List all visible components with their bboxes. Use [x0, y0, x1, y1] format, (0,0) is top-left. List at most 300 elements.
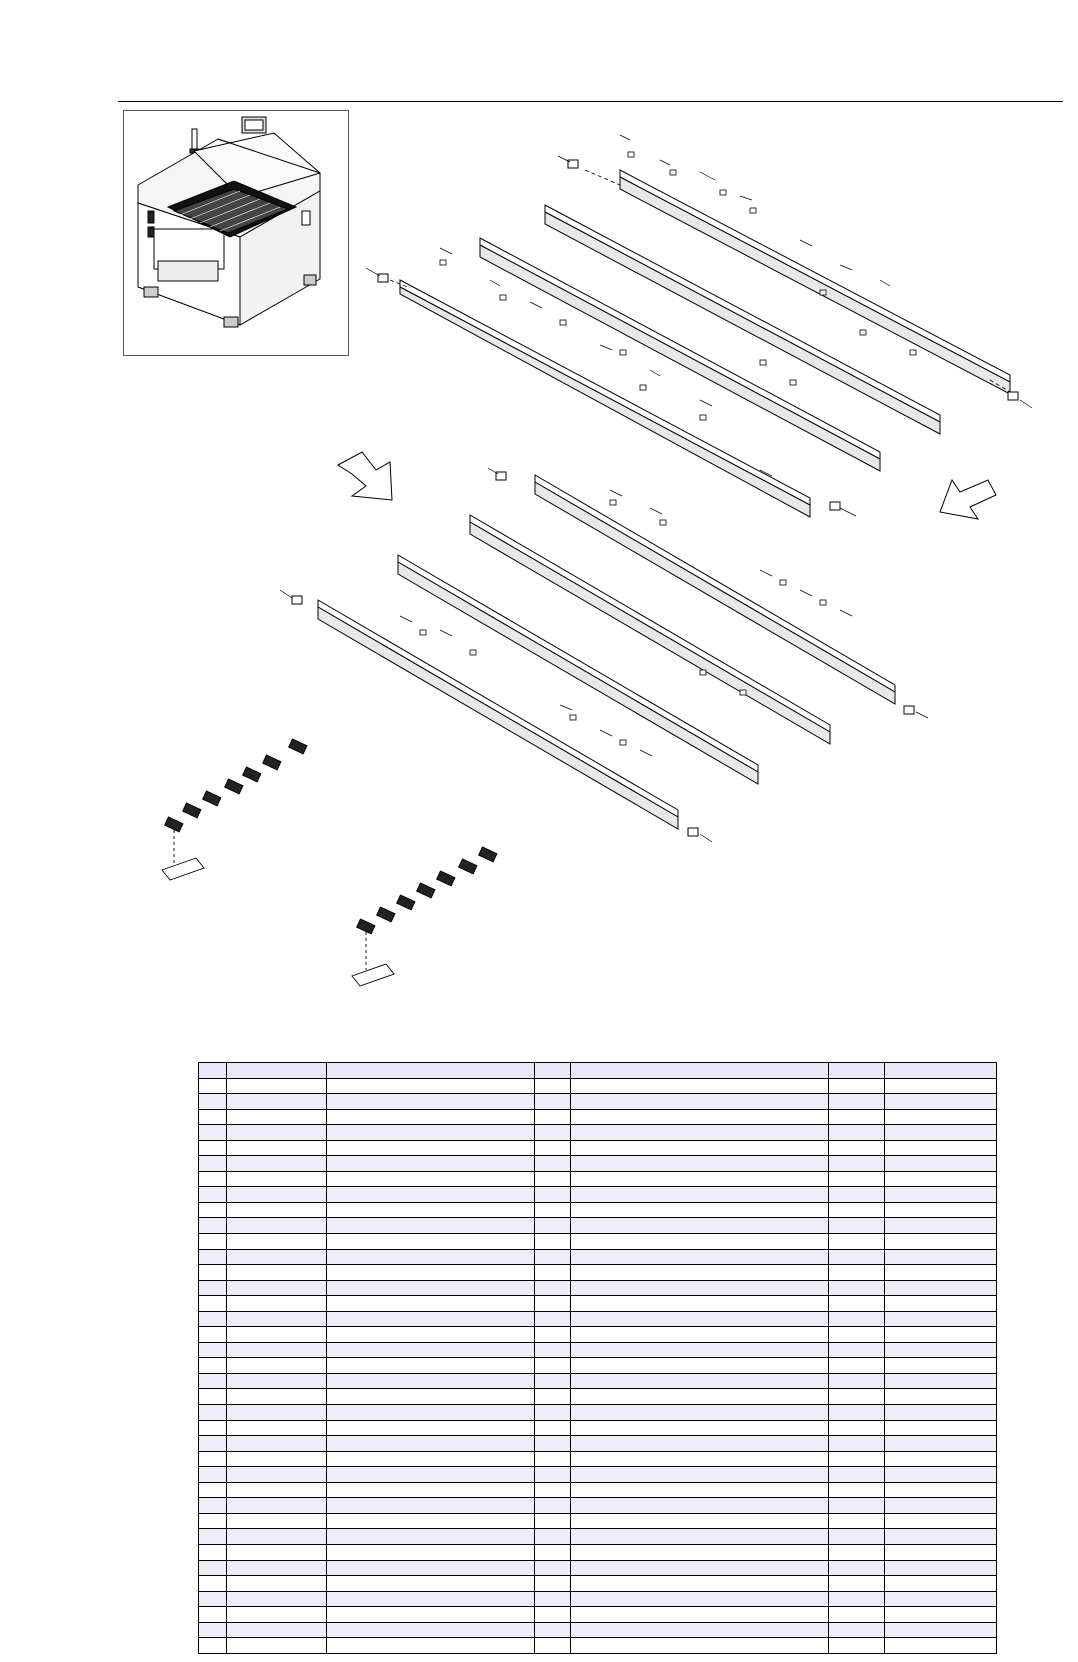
- table-cell: [829, 1342, 885, 1358]
- table-cell: [199, 1311, 227, 1327]
- table-cell: [227, 1591, 327, 1607]
- table-cell: [535, 1560, 571, 1576]
- table-cell: [829, 1482, 885, 1498]
- table-cell: [885, 1467, 997, 1483]
- table-cell: [571, 1171, 829, 1187]
- table-cell: [327, 1202, 535, 1218]
- table-row: [199, 1373, 997, 1389]
- table-cell: [199, 1078, 227, 1094]
- table-cell: [829, 1436, 885, 1452]
- table-cell: [199, 1560, 227, 1576]
- table-cell: [535, 1078, 571, 1094]
- table-cell: [571, 1156, 829, 1172]
- table-cell: [227, 1482, 327, 1498]
- table-cell: [227, 1249, 327, 1265]
- table-cell: [227, 1544, 327, 1560]
- table-row: [199, 1405, 997, 1421]
- table-cell: [199, 1140, 227, 1156]
- table-cell: [227, 1342, 327, 1358]
- table-cell: [199, 1249, 227, 1265]
- table-cell: [327, 1342, 535, 1358]
- lower-rail-group: [280, 468, 928, 842]
- table-cell: [535, 1389, 571, 1405]
- table-cell: [829, 1607, 885, 1623]
- table-cell: [199, 1389, 227, 1405]
- table-cell: [535, 1234, 571, 1250]
- table-cell: [829, 1373, 885, 1389]
- table-cell: [885, 1342, 997, 1358]
- table-cell: [535, 1171, 571, 1187]
- table-cell: [571, 1420, 829, 1436]
- table-row: [199, 1467, 997, 1483]
- table-cell: [227, 1436, 327, 1452]
- table-cell: [199, 1094, 227, 1110]
- table-cell: [535, 1094, 571, 1110]
- left-direction-arrow: [338, 452, 392, 500]
- table-row: [199, 1249, 997, 1265]
- table-cell: [829, 1140, 885, 1156]
- table-cell: [885, 1451, 997, 1467]
- table-row: [199, 1420, 997, 1436]
- table-cell: [885, 1125, 997, 1141]
- table-cell: [327, 1358, 535, 1374]
- table-cell: [327, 1249, 535, 1265]
- table-cell: [535, 1607, 571, 1623]
- table-cell: [227, 1420, 327, 1436]
- table-cell: [571, 1373, 829, 1389]
- table-cell: [227, 1498, 327, 1514]
- table-cell: [535, 1498, 571, 1514]
- table-cell: [199, 1218, 227, 1234]
- table-cell: [829, 1125, 885, 1141]
- table-cell: [885, 1063, 997, 1079]
- table-cell: [571, 1358, 829, 1374]
- table-cell: [571, 1451, 829, 1467]
- table-cell: [885, 1405, 997, 1421]
- table-cell: [327, 1187, 535, 1203]
- table-cell: [571, 1389, 829, 1405]
- table-cell: [227, 1529, 327, 1545]
- table-cell: [571, 1125, 829, 1141]
- header-rule: [118, 101, 1063, 102]
- table-cell: [227, 1265, 327, 1281]
- table-cell: [571, 1405, 829, 1421]
- table-row: [199, 1576, 997, 1592]
- table-cell: [327, 1607, 535, 1623]
- table-cell: [327, 1420, 535, 1436]
- table-cell: [885, 1358, 997, 1374]
- table-cell: [829, 1451, 885, 1467]
- table-cell: [829, 1187, 885, 1203]
- table-cell: [885, 1482, 997, 1498]
- table-cell: [535, 1591, 571, 1607]
- table-cell: [199, 1529, 227, 1545]
- table-cell: [535, 1622, 571, 1638]
- table-row: [199, 1358, 997, 1374]
- table-cell: [829, 1544, 885, 1560]
- table-cell: [535, 1451, 571, 1467]
- table-cell: [535, 1218, 571, 1234]
- table-cell: [227, 1280, 327, 1296]
- table-cell: [829, 1156, 885, 1172]
- table-cell: [199, 1544, 227, 1560]
- rail: [318, 600, 678, 829]
- table-cell: [829, 1498, 885, 1514]
- table-cell: [227, 1513, 327, 1529]
- table-cell: [535, 1156, 571, 1172]
- table-row: [199, 1451, 997, 1467]
- table-cell: [327, 1560, 535, 1576]
- table-cell: [327, 1140, 535, 1156]
- table-cell: [829, 1576, 885, 1592]
- table-row: [199, 1544, 997, 1560]
- table-cell: [885, 1607, 997, 1623]
- table-cell: [535, 1202, 571, 1218]
- table-cell: [199, 1342, 227, 1358]
- table-row: [199, 1560, 997, 1576]
- table-cell: [227, 1373, 327, 1389]
- table-cell: [327, 1063, 535, 1079]
- table-cell: [199, 1156, 227, 1172]
- table-cell: [571, 1576, 829, 1592]
- table-cell: [535, 1109, 571, 1125]
- table-row: [199, 1498, 997, 1514]
- table-cell: [571, 1280, 829, 1296]
- table-cell: [571, 1482, 829, 1498]
- table-cell: [327, 1234, 535, 1250]
- table-cell: [199, 1467, 227, 1483]
- table-cell: [327, 1373, 535, 1389]
- table-cell: [829, 1513, 885, 1529]
- table-cell: [571, 1622, 829, 1638]
- table-cell: [571, 1094, 829, 1110]
- table-cell: [571, 1218, 829, 1234]
- table-row: [199, 1156, 997, 1172]
- table-row: [199, 1125, 997, 1141]
- table-cell: [829, 1218, 885, 1234]
- table-row: [199, 1607, 997, 1623]
- table-header-row: [199, 1063, 997, 1079]
- table-cell: [829, 1109, 885, 1125]
- table-cell: [885, 1234, 997, 1250]
- table-cell: [885, 1296, 997, 1312]
- table-row: [199, 1171, 997, 1187]
- table-cell: [571, 1296, 829, 1312]
- table-row: [199, 1591, 997, 1607]
- table-cell: [535, 1296, 571, 1312]
- table-cell: [227, 1405, 327, 1421]
- table-cell: [327, 1451, 535, 1467]
- table-cell: [829, 1358, 885, 1374]
- table-cell: [327, 1218, 535, 1234]
- table-cell: [227, 1094, 327, 1110]
- table-cell: [829, 1622, 885, 1638]
- table-cell: [829, 1389, 885, 1405]
- table-cell: [199, 1451, 227, 1467]
- table-cell: [885, 1529, 997, 1545]
- table-cell: [829, 1265, 885, 1281]
- table-cell: [885, 1171, 997, 1187]
- table-cell: [327, 1327, 535, 1343]
- table-cell: [227, 1560, 327, 1576]
- table-cell: [327, 1296, 535, 1312]
- table-cell: [327, 1405, 535, 1421]
- table-cell: [227, 1576, 327, 1592]
- table-cell: [829, 1280, 885, 1296]
- table-cell: [885, 1218, 997, 1234]
- table-cell: [199, 1591, 227, 1607]
- table-cell: [885, 1202, 997, 1218]
- table-cell: [571, 1498, 829, 1514]
- table-cell: [571, 1327, 829, 1343]
- table-cell: [199, 1125, 227, 1141]
- table-cell: [535, 1529, 571, 1545]
- table-row: [199, 1327, 997, 1343]
- table-cell: [535, 1280, 571, 1296]
- table-cell: [227, 1638, 327, 1654]
- table-cell: [227, 1078, 327, 1094]
- table-cell: [535, 1513, 571, 1529]
- table-cell: [885, 1420, 997, 1436]
- table-cell: [571, 1109, 829, 1125]
- table-cell: [327, 1591, 535, 1607]
- table-cell: [199, 1482, 227, 1498]
- table-cell: [535, 1249, 571, 1265]
- table-cell: [199, 1202, 227, 1218]
- table-cell: [829, 1529, 885, 1545]
- table-cell: [571, 1234, 829, 1250]
- table-cell: [199, 1109, 227, 1125]
- table-cell: [535, 1373, 571, 1389]
- table-cell: [535, 1311, 571, 1327]
- table-cell: [199, 1436, 227, 1452]
- table-row: [199, 1187, 997, 1203]
- table-row: [199, 1482, 997, 1498]
- table-cell: [535, 1576, 571, 1592]
- table-cell: [829, 1063, 885, 1079]
- table-cell: [327, 1467, 535, 1483]
- table-cell: [571, 1529, 829, 1545]
- table-cell: [199, 1638, 227, 1654]
- table-cell: [571, 1265, 829, 1281]
- table-cell: [327, 1436, 535, 1452]
- table-cell: [829, 1171, 885, 1187]
- table-cell: [885, 1187, 997, 1203]
- table-cell: [571, 1467, 829, 1483]
- table-cell: [829, 1249, 885, 1265]
- table-row: [199, 1436, 997, 1452]
- table-cell: [571, 1436, 829, 1452]
- table-cell: [535, 1638, 571, 1654]
- table-cell: [199, 1171, 227, 1187]
- table-cell: [885, 1591, 997, 1607]
- table-cell: [227, 1171, 327, 1187]
- table-cell: [571, 1249, 829, 1265]
- table-cell: [199, 1622, 227, 1638]
- table-cell: [829, 1327, 885, 1343]
- table-cell: [327, 1482, 535, 1498]
- table-cell: [327, 1622, 535, 1638]
- table-cell: [829, 1405, 885, 1421]
- table-cell: [227, 1327, 327, 1343]
- table-cell: [227, 1234, 327, 1250]
- table-cell: [885, 1389, 997, 1405]
- table-cell: [199, 1280, 227, 1296]
- table-cell: [885, 1544, 997, 1560]
- table-row: [199, 1622, 997, 1638]
- table-cell: [885, 1498, 997, 1514]
- table-row: [199, 1094, 997, 1110]
- table-cell: [535, 1342, 571, 1358]
- table-cell: [327, 1171, 535, 1187]
- table-cell: [199, 1576, 227, 1592]
- table-cell: [885, 1156, 997, 1172]
- table-cell: [571, 1078, 829, 1094]
- table-cell: [327, 1280, 535, 1296]
- table-cell: [227, 1187, 327, 1203]
- table-cell: [829, 1467, 885, 1483]
- table-cell: [571, 1560, 829, 1576]
- table-cell: [885, 1513, 997, 1529]
- table-cell: [571, 1342, 829, 1358]
- table-cell: [327, 1498, 535, 1514]
- table-cell: [571, 1607, 829, 1623]
- table-cell: [829, 1420, 885, 1436]
- table-cell: [885, 1373, 997, 1389]
- table-cell: [199, 1327, 227, 1343]
- table-cell: [885, 1576, 997, 1592]
- table-cell: [535, 1420, 571, 1436]
- exploded-parts-diagram: [140, 130, 1060, 1030]
- table-cell: [227, 1389, 327, 1405]
- table-cell: [327, 1576, 535, 1592]
- table-cell: [327, 1513, 535, 1529]
- table-row: [199, 1078, 997, 1094]
- table-cell: [327, 1109, 535, 1125]
- table-cell: [327, 1311, 535, 1327]
- table-cell: [199, 1358, 227, 1374]
- table-row: [199, 1280, 997, 1296]
- table-cell: [227, 1140, 327, 1156]
- table-row: [199, 1529, 997, 1545]
- table-cell: [199, 1265, 227, 1281]
- table-cell: [227, 1063, 327, 1079]
- table-cell: [829, 1234, 885, 1250]
- table-cell: [227, 1218, 327, 1234]
- table-cell: [227, 1156, 327, 1172]
- table-cell: [571, 1544, 829, 1560]
- table-cell: [199, 1405, 227, 1421]
- table-cell: [535, 1358, 571, 1374]
- table-cell: [885, 1622, 997, 1638]
- table-cell: [885, 1311, 997, 1327]
- table-cell: [829, 1560, 885, 1576]
- table-cell: [327, 1078, 535, 1094]
- table-cell: [885, 1140, 997, 1156]
- table-cell: [199, 1420, 227, 1436]
- table-cell: [327, 1638, 535, 1654]
- table-cell: [571, 1063, 829, 1079]
- table-cell: [199, 1063, 227, 1079]
- table-cell: [227, 1607, 327, 1623]
- table-row: [199, 1513, 997, 1529]
- table-cell: [327, 1389, 535, 1405]
- table-cell: [829, 1638, 885, 1654]
- right-direction-arrow: [940, 480, 996, 519]
- table-cell: [199, 1607, 227, 1623]
- table-cell: [535, 1436, 571, 1452]
- table-cell: [885, 1109, 997, 1125]
- table-cell: [829, 1094, 885, 1110]
- table-cell: [227, 1451, 327, 1467]
- table-cell: [571, 1638, 829, 1654]
- table-row: [199, 1389, 997, 1405]
- table-cell: [535, 1405, 571, 1421]
- table-cell: [885, 1280, 997, 1296]
- table-row: [199, 1296, 997, 1312]
- table-cell: [829, 1311, 885, 1327]
- table-cell: [227, 1125, 327, 1141]
- table-cell: [327, 1156, 535, 1172]
- table-cell: [885, 1265, 997, 1281]
- table-cell: [535, 1467, 571, 1483]
- table-cell: [199, 1234, 227, 1250]
- table-cell: [535, 1187, 571, 1203]
- table-cell: [829, 1591, 885, 1607]
- parts-list-table: [198, 1062, 997, 1654]
- table-cell: [885, 1249, 997, 1265]
- table-cell: [227, 1311, 327, 1327]
- table-cell: [535, 1265, 571, 1281]
- table-cell: [199, 1187, 227, 1203]
- table-cell: [227, 1109, 327, 1125]
- sensor-stack-left: [162, 739, 307, 880]
- table-cell: [199, 1513, 227, 1529]
- table-cell: [327, 1265, 535, 1281]
- table-cell: [199, 1498, 227, 1514]
- table-row: [199, 1109, 997, 1125]
- table-row: [199, 1638, 997, 1654]
- table-cell: [535, 1544, 571, 1560]
- table-cell: [199, 1296, 227, 1312]
- table-cell: [327, 1544, 535, 1560]
- table-row: [199, 1342, 997, 1358]
- table-cell: [227, 1622, 327, 1638]
- table-cell: [571, 1202, 829, 1218]
- table-cell: [571, 1311, 829, 1327]
- table-cell: [535, 1327, 571, 1343]
- table-cell: [227, 1358, 327, 1374]
- table-cell: [227, 1202, 327, 1218]
- table-cell: [885, 1078, 997, 1094]
- table-cell: [885, 1560, 997, 1576]
- table-cell: [829, 1296, 885, 1312]
- table-cell: [327, 1125, 535, 1141]
- table-row: [199, 1311, 997, 1327]
- table-cell: [535, 1063, 571, 1079]
- table-row: [199, 1140, 997, 1156]
- upper-rail-group: [366, 135, 1032, 517]
- table-cell: [535, 1140, 571, 1156]
- table-row: [199, 1234, 997, 1250]
- table-cell: [327, 1529, 535, 1545]
- table-cell: [571, 1187, 829, 1203]
- table-cell: [227, 1296, 327, 1312]
- table-row: [199, 1202, 997, 1218]
- table-cell: [571, 1513, 829, 1529]
- table-cell: [571, 1591, 829, 1607]
- table-cell: [829, 1078, 885, 1094]
